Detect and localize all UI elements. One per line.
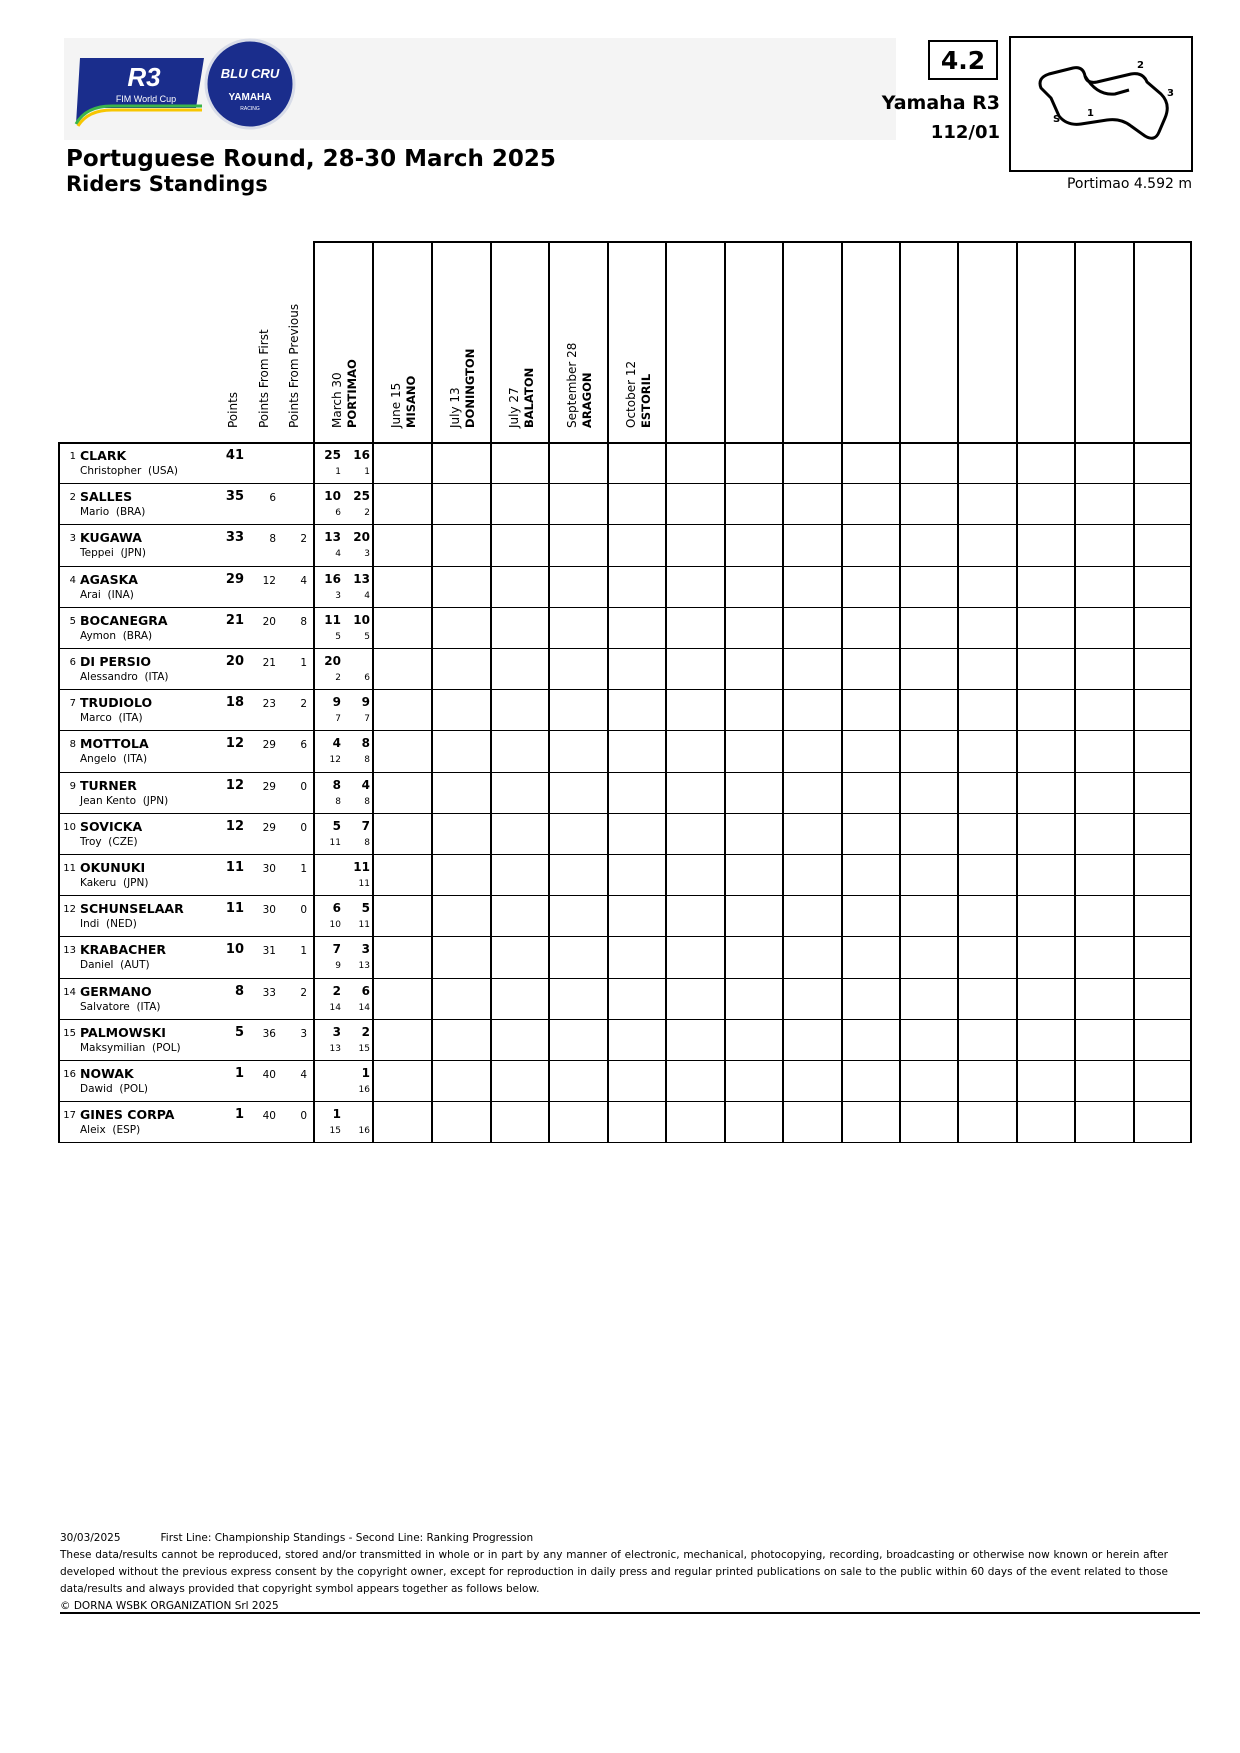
round-col-divider [1074,241,1076,1142]
rider-points: 1 [234,1066,244,1081]
race1-ranking: 7 [335,714,341,725]
rider-firstname: Mario [80,506,110,519]
round-col-divider [431,241,433,1142]
class-name: Yamaha R3 [881,92,1000,114]
race2-ranking: 3 [364,549,370,560]
race1-championship-points: 25 [324,448,341,462]
footer-meta [60,1530,1168,1547]
race1-ranking: 10 [329,920,341,931]
rider-surname: NOWAK [80,1066,134,1081]
points-from-first: 12 [262,574,276,587]
rider-name-nationality [80,589,134,601]
points-from-first: 36 [262,1027,276,1040]
row-divider [58,1060,1192,1061]
rider-points: 12 [225,736,244,752]
rider-surname: SOVICKA [80,818,143,834]
blu-cru-yamaha-logo [204,38,296,130]
rider-name-nationality [80,753,147,765]
rider-firstname: Salvatore [80,1000,130,1013]
round-col-divider [313,241,315,1142]
document-title: Riders Standings [66,172,268,196]
round-col-divider [372,241,374,1142]
race2-championship-points: 8 [361,736,370,751]
rider-nationality: (ITA) [144,671,169,683]
points-from-previous: 6 [300,739,307,752]
track-corner-3: 3 [1167,88,1174,99]
rider-nationality: (AUT) [120,959,150,972]
race1-ranking: 13 [329,1043,341,1054]
race1-ranking: 5 [335,631,341,642]
race2-ranking: 7 [364,714,370,725]
race2-championship-points: 16 [353,448,370,462]
rider-position: 5 [69,615,76,627]
row-divider [58,730,1192,731]
round-col-divider [1133,241,1135,1142]
rider-points: 8 [234,983,244,999]
race1-ranking: 6 [335,508,341,519]
logo-racing-text: RACING [240,106,260,112]
race1-championship-points: 13 [324,530,341,545]
points-from-first: 40 [262,1069,276,1081]
rider-firstname: Troy [80,835,102,848]
rider-points: 29 [225,571,244,587]
rider-surname: SCHUNSELAAR [80,901,184,917]
race2-ranking: 8 [364,755,370,766]
rider-nationality: (ITA) [136,1000,161,1013]
rider-name-nationality [80,712,143,724]
points-from-first: 6 [269,492,276,505]
points-from-previous: 0 [300,821,307,834]
race1-championship-points: 4 [332,736,341,751]
rider-nationality: (BRA) [115,506,146,519]
round-header-misano [389,376,419,428]
round-date: July 13 [448,387,462,428]
rider-firstname: Angelo [80,753,117,766]
rider-firstname: Dawid [80,1083,113,1095]
race2-ranking: 16 [358,1126,370,1137]
race1-ranking: 4 [335,549,341,560]
race2-championship-points: 13 [353,571,370,586]
footer [60,1530,1168,1615]
rider-nationality: (BRA) [122,629,153,642]
logo-fim-text: FIM World Cup [115,94,177,104]
rider-position: 15 [63,1027,76,1039]
rider-position: 13 [63,945,76,957]
race1-championship-points: 10 [324,489,341,504]
rider-name-nationality [80,547,146,559]
points-from-previous: 4 [300,574,307,587]
rider-nationality: (ESP) [112,1124,141,1137]
rider-surname: KUGAWA [80,530,142,546]
points-from-previous: 8 [300,615,307,628]
rider-points: 12 [225,818,244,834]
rider-surname: SALLES [80,489,133,505]
rider-nationality: (JPN) [122,877,149,889]
rider-position: 12 [63,904,76,916]
rider-firstname: Alessandro [80,671,138,683]
header-bottom-border [58,442,1192,444]
rider-surname: BOCANEGRA [80,612,168,628]
points-from-previous: 2 [300,986,307,999]
logo-r3-text: R3 [127,62,161,92]
round-col-divider [665,241,667,1142]
rider-points: 35 [225,489,244,505]
race1-ranking: 12 [329,755,341,766]
points-from-first: 30 [262,863,276,875]
race1-ranking: 15 [329,1126,341,1137]
track-map [1009,36,1193,172]
race1-ranking: 8 [335,796,341,807]
race2-ranking: 2 [364,508,370,519]
rider-surname: PALMOWSKI [80,1024,166,1040]
race1-championship-points: 8 [332,777,341,792]
rider-nationality: (ITA) [123,753,148,766]
rider-firstname: Teppei [80,547,114,560]
race1-championship-points: 16 [324,571,341,586]
row-divider [58,813,1192,814]
points-from-previous: 1 [300,657,307,669]
rider-position: 2 [69,492,76,504]
event-title: Portuguese Round, 28-30 March 2025 [66,146,556,172]
logo-blu-text: BLU CRU [220,66,280,81]
round-col-divider [782,241,784,1142]
rider-points: 10 [225,942,244,958]
points-from-first: 29 [262,821,276,834]
r3-world-cup-logo [72,50,212,128]
round-col-divider [1190,241,1192,1142]
header-points-from-previous: Points From Previous [287,303,301,428]
rider-firstname: Kakeru [80,877,117,889]
points-from-previous: 0 [300,1110,307,1123]
race1-championship-points: 9 [332,695,341,710]
race2-championship-points: 10 [353,612,370,627]
rider-position: 8 [69,739,76,751]
race2-championship-points: 9 [361,695,370,710]
rider-firstname: Indi [80,918,100,931]
round-header-aragon [565,343,595,428]
race1-ranking: 1 [335,467,341,477]
rider-surname: GINES CORPA [80,1107,175,1123]
race2-championship-points: 11 [353,860,370,874]
rider-position: 17 [63,1110,76,1122]
points-from-first: 33 [262,986,276,999]
row-divider [58,483,1192,484]
row-divider [58,1101,1192,1102]
rider-surname: TURNER [80,777,137,793]
row-divider [58,854,1192,855]
rider-points: 11 [225,860,244,875]
footer-copyright: © DORNA WSBK ORGANIZATION Srl 2025 [60,1600,279,1612]
race2-championship-points: 6 [361,983,370,998]
points-from-first: 21 [262,657,276,669]
footer-legend: First Line: Championship Standings - Second Line: Ranking Progression [160,1532,534,1544]
rider-name-nationality [80,959,150,971]
footer-divider [60,1612,1200,1614]
row-divider [58,524,1192,525]
row-divider [58,566,1192,567]
footer-legal-text: These data/results cannot be reproduced, stored and/or transmitted in whole or in part by any manner of electronic, mechanical, photocopying, recording, broadcasting or otherwise now known or herein after developed without the previous express consent by the copyright owner, except for reproduction in daily press and regular printed publications on sale to the public within 60 days of the event related to those data/results and always provided that copyright symbol appears together as follows below. [60,1549,1168,1595]
points-from-first: 29 [262,780,276,793]
round-col-divider [490,241,492,1142]
rider-surname: DI PERSIO [80,654,151,669]
race2-ranking: 11 [358,879,370,889]
points-from-first: 29 [262,739,276,752]
race2-ranking: 16 [358,1085,370,1095]
row-divider [58,936,1192,937]
rider-position: 11 [63,863,76,874]
rider-surname: TRUDIOLO [80,695,153,711]
round-col-divider [724,241,726,1142]
rider-position: 9 [69,780,76,792]
round-header-donington [448,349,478,428]
points-from-first: 23 [262,698,276,711]
rider-position: 14 [63,986,76,998]
points-from-first: 8 [269,533,276,546]
row-divider [58,648,1192,649]
points-from-first: 31 [262,945,276,958]
document-code: 112/01 [930,122,1000,143]
race1-championship-points: 6 [332,901,341,916]
rider-points: 12 [225,777,244,793]
rider-nationality: (JPN) [120,547,146,560]
rider-nationality: (POL) [119,1083,149,1095]
race1-ranking: 3 [335,590,341,601]
track-corner-s: S [1053,114,1061,125]
race2-championship-points: 4 [361,777,370,792]
round-venue: MISANO [404,375,418,428]
race1-ranking: 9 [335,961,341,972]
points-from-previous: 0 [300,904,307,917]
rider-name-nationality [80,465,178,477]
rider-nationality: (JPN) [142,794,169,807]
rider-name-nationality [80,795,168,807]
rider-nationality: (NED) [106,918,137,931]
rider-position: 7 [69,698,76,710]
points-from-previous: 4 [300,1069,307,1081]
race2-ranking: 15 [358,1043,370,1054]
rider-firstname: Christopher [80,465,142,477]
race1-championship-points: 2 [332,983,341,998]
round-col-divider [607,241,609,1142]
points-from-previous: 2 [300,533,307,546]
round-venue: ARAGON [580,372,594,428]
race1-championship-points: 7 [332,942,341,957]
round-date: March 30 [330,372,344,428]
rider-name-nationality [80,877,148,889]
points-from-previous: 1 [300,945,307,958]
rider-firstname: Aleix [80,1124,106,1137]
rider-name-nationality [80,671,169,683]
rider-firstname: Arai [80,588,101,601]
track-corner-1: 1 [1087,108,1094,119]
row-divider [58,772,1192,773]
rider-nationality: (USA) [148,465,178,477]
edition-number: 4.2 [928,40,998,80]
rider-name-nationality [80,1083,148,1095]
rider-name-nationality [80,1124,140,1136]
header-points-from-first: Points From First [257,329,271,428]
race2-championship-points: 7 [361,818,370,833]
race1-championship-points: 1 [332,1107,341,1122]
rider-points: 1 [234,1107,244,1123]
rider-name-nationality [80,630,152,642]
race1-championship-points: 5 [332,818,341,833]
rider-points: 5 [234,1024,244,1040]
rider-name-nationality [80,506,145,518]
rider-nationality: (POL) [152,1041,181,1054]
track-length-label: Portimao 4.592 m [1066,176,1192,192]
points-from-first: 40 [262,1110,276,1123]
round-col-divider [841,241,843,1142]
rider-name-nationality [80,1042,181,1054]
points-from-previous: 3 [300,1027,307,1040]
rider-position: 3 [69,533,76,545]
race1-ranking: 11 [329,837,341,848]
race2-ranking: 11 [358,920,370,931]
rider-nationality: (ITA) [118,712,143,725]
row-divider [58,978,1192,979]
rider-points: 21 [225,612,244,628]
race1-championship-points: 3 [332,1024,341,1039]
rider-points: 20 [225,654,244,669]
points-from-first: 20 [262,615,276,628]
rider-position: 16 [63,1069,76,1080]
race2-ranking: 13 [358,961,370,972]
round-col-divider [1016,241,1018,1142]
race2-ranking: 1 [364,467,370,477]
rider-points: 11 [225,901,244,917]
rider-surname: MOTTOLA [80,736,149,752]
table-top-border [313,241,1192,243]
rider-name-nationality [80,836,138,848]
race2-championship-points: 5 [361,901,370,916]
round-date: July 27 [507,387,521,428]
round-date: June 15 [389,382,403,428]
logo-yamaha-text: YAMAHA [228,92,272,103]
rider-surname: CLARK [80,448,127,463]
footer-date: 30/03/2025 [60,1532,121,1544]
track-corner-2: 2 [1137,60,1144,71]
points-from-previous: 2 [300,698,307,711]
rider-firstname: Aymon [80,629,116,642]
row-divider [58,607,1192,608]
race2-championship-points: 20 [353,530,370,545]
round-date: October 12 [624,360,638,428]
rider-firstname: Daniel [80,959,114,972]
rider-points: 41 [225,448,244,463]
row-divider [58,895,1192,896]
race1-championship-points: 20 [324,654,341,668]
round-header-portimao [330,359,360,428]
rider-position: 1 [69,451,76,462]
rider-points: 18 [225,695,244,711]
points-from-previous: 0 [300,780,307,793]
rider-firstname: Marco [80,712,112,725]
rider-surname: AGASKA [80,571,138,587]
rider-nationality: (CZE) [108,835,138,848]
round-venue: DONINGTON [463,348,477,428]
round-venue: ESTORIL [639,373,653,428]
race1-ranking: 2 [335,673,341,683]
rider-firstname: Maksymilian [80,1041,146,1054]
points-from-previous: 1 [300,863,307,875]
race2-championship-points: 1 [361,1066,370,1080]
race2-ranking: 14 [358,1002,370,1013]
rider-position: 10 [63,821,76,833]
header-points: Points [226,391,240,428]
round-date: September 28 [565,342,579,428]
round-header-estoril [624,361,654,428]
race1-ranking: 14 [329,1002,341,1013]
round-venue: PORTIMAO [345,359,359,428]
points-from-first: 30 [262,904,276,917]
race2-championship-points: 2 [361,1024,370,1039]
track-layout-icon [1011,38,1191,170]
race2-championship-points: 3 [361,942,370,957]
race2-ranking: 4 [364,590,370,601]
rider-surname: OKUNUKI [80,860,146,875]
race2-ranking: 8 [364,837,370,848]
rider-points: 33 [225,530,244,546]
rider-surname: GERMANO [80,983,152,999]
round-col-divider [957,241,959,1142]
round-col-divider [899,241,901,1142]
race2-championship-points: 25 [353,489,370,504]
round-header-balaton [507,368,537,428]
race2-ranking: 5 [364,631,370,642]
round-venue: BALATON [522,367,536,428]
race2-ranking: 8 [364,796,370,807]
row-divider [58,1019,1192,1020]
row-divider [58,1142,1192,1143]
rider-firstname: Jean Kento [80,794,137,807]
rider-position: 6 [69,657,76,668]
rider-name-nationality [80,1001,161,1013]
row-divider [58,689,1192,690]
race2-ranking: 6 [364,673,370,683]
rider-surname: KRABACHER [80,942,166,958]
race1-championship-points: 11 [324,612,341,627]
rider-nationality: (INA) [107,588,134,601]
round-col-divider [548,241,550,1142]
rider-name-nationality [80,918,137,930]
rider-position: 4 [69,574,76,586]
